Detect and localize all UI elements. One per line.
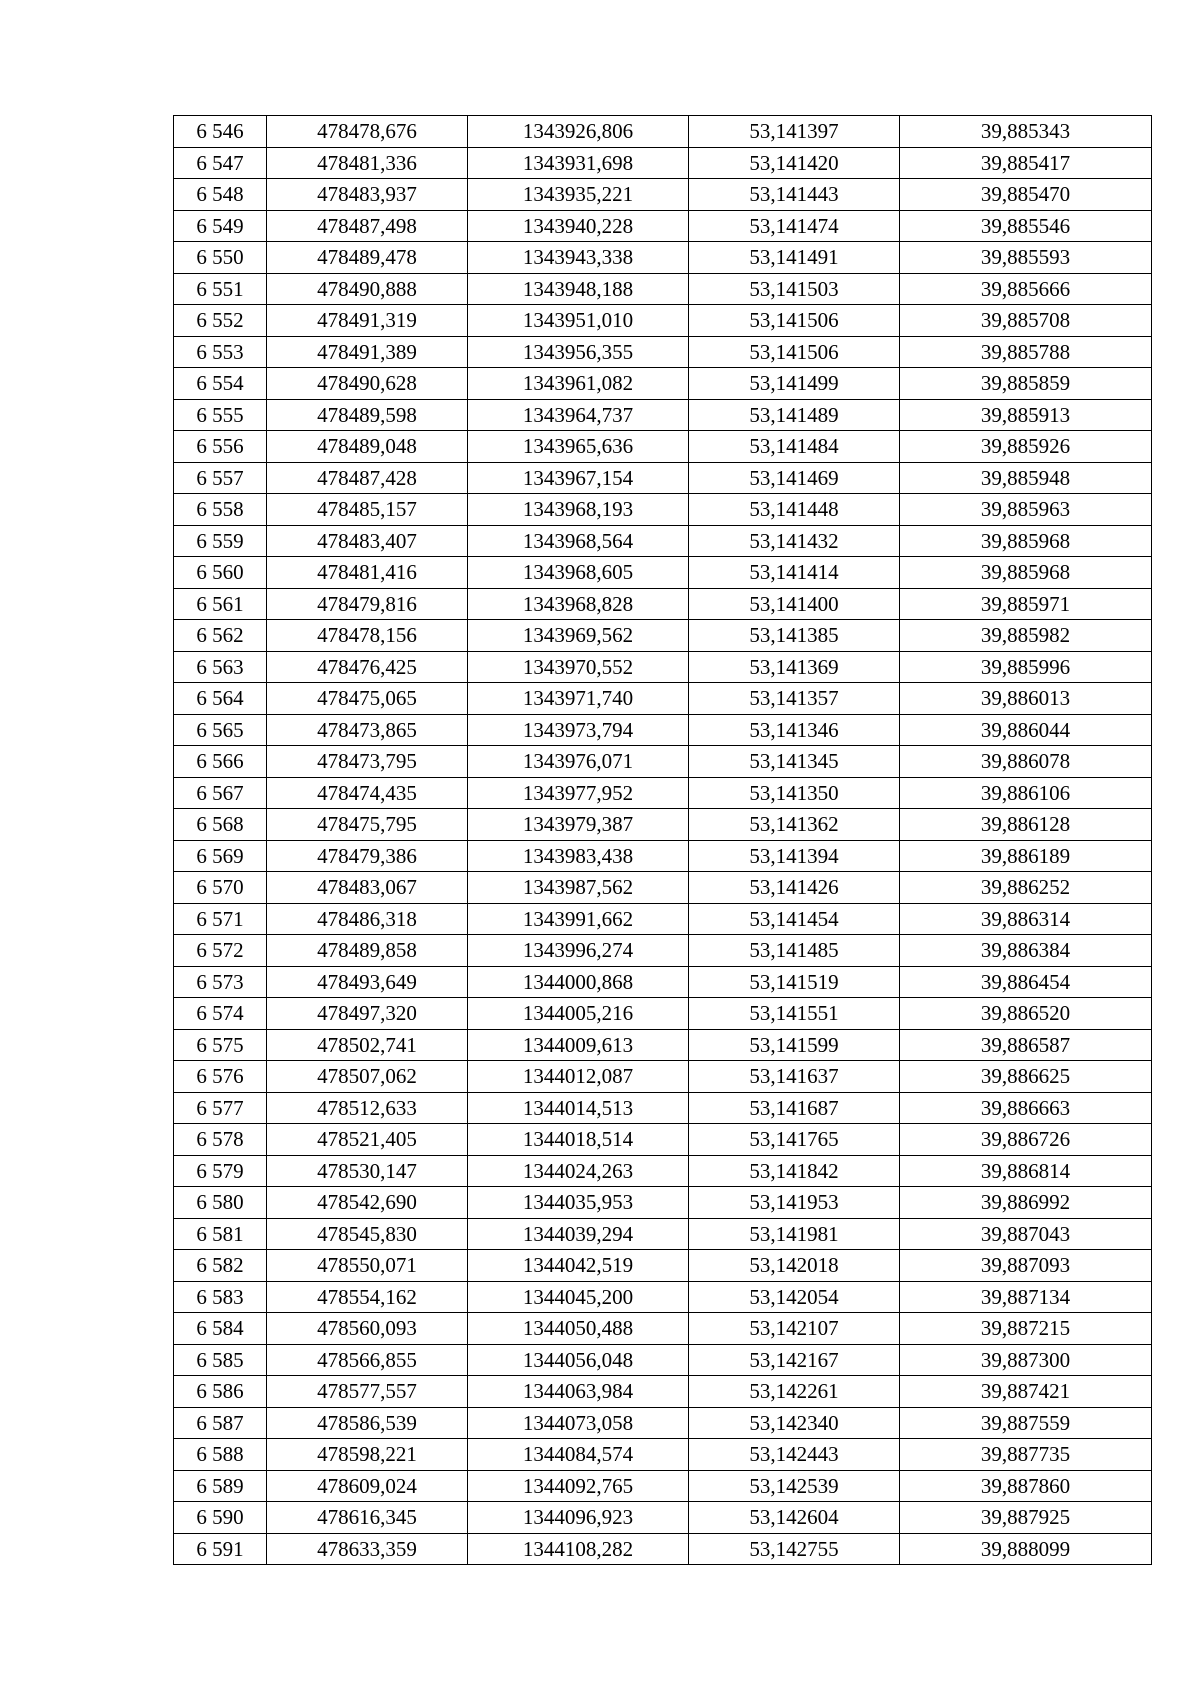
latitude-cell: 53,141362 <box>689 809 900 841</box>
x-coordinate-cell: 478487,428 <box>267 462 468 494</box>
x-coordinate-cell: 478489,858 <box>267 935 468 967</box>
latitude-cell: 53,141484 <box>689 431 900 463</box>
longitude-cell: 39,886013 <box>900 683 1152 715</box>
longitude-cell: 39,885788 <box>900 336 1152 368</box>
table-row <box>174 840 1152 872</box>
table-row <box>174 1313 1152 1345</box>
table-row <box>174 462 1152 494</box>
y-coordinate-cell: 1343971,740 <box>468 683 689 715</box>
longitude-cell: 39,885343 <box>900 116 1152 148</box>
y-coordinate-cell: 1343951,010 <box>468 305 689 337</box>
table-row <box>174 1376 1152 1408</box>
x-coordinate-cell: 478483,937 <box>267 179 468 211</box>
point-number-cell: 6 578 <box>174 1124 267 1156</box>
x-coordinate-cell: 478633,359 <box>267 1533 468 1565</box>
table-row <box>174 651 1152 683</box>
table-row <box>174 1061 1152 1093</box>
y-coordinate-cell: 1343965,636 <box>468 431 689 463</box>
x-coordinate-cell: 478481,416 <box>267 557 468 589</box>
longitude-cell: 39,885913 <box>900 399 1152 431</box>
point-number-cell: 6 557 <box>174 462 267 494</box>
latitude-cell: 53,141981 <box>689 1218 900 1250</box>
y-coordinate-cell: 1343940,228 <box>468 210 689 242</box>
longitude-cell: 39,887134 <box>900 1281 1152 1313</box>
x-coordinate-cell: 478550,071 <box>267 1250 468 1282</box>
y-coordinate-cell: 1343996,274 <box>468 935 689 967</box>
table-row <box>174 1439 1152 1471</box>
y-coordinate-cell: 1343968,828 <box>468 588 689 620</box>
longitude-cell: 39,885971 <box>900 588 1152 620</box>
point-number-cell: 6 572 <box>174 935 267 967</box>
table-row <box>174 368 1152 400</box>
x-coordinate-cell: 478473,865 <box>267 714 468 746</box>
longitude-cell: 39,887559 <box>900 1407 1152 1439</box>
latitude-cell: 53,142755 <box>689 1533 900 1565</box>
point-number-cell: 6 561 <box>174 588 267 620</box>
x-coordinate-cell: 478609,024 <box>267 1470 468 1502</box>
table-row <box>174 1407 1152 1439</box>
latitude-cell: 53,141503 <box>689 273 900 305</box>
latitude-cell: 53,141506 <box>689 305 900 337</box>
longitude-cell: 39,885593 <box>900 242 1152 274</box>
x-coordinate-cell: 478483,067 <box>267 872 468 904</box>
longitude-cell: 39,887215 <box>900 1313 1152 1345</box>
latitude-cell: 53,141454 <box>689 903 900 935</box>
table-row <box>174 179 1152 211</box>
table-row <box>174 273 1152 305</box>
y-coordinate-cell: 1344108,282 <box>468 1533 689 1565</box>
table-row <box>174 1092 1152 1124</box>
longitude-cell: 39,885968 <box>900 525 1152 557</box>
point-number-cell: 6 551 <box>174 273 267 305</box>
table-row <box>174 1502 1152 1534</box>
table-row <box>174 872 1152 904</box>
table-row <box>174 1250 1152 1282</box>
longitude-cell: 39,885948 <box>900 462 1152 494</box>
x-coordinate-cell: 478497,320 <box>267 998 468 1030</box>
point-number-cell: 6 547 <box>174 147 267 179</box>
y-coordinate-cell: 1344014,513 <box>468 1092 689 1124</box>
point-number-cell: 6 573 <box>174 966 267 998</box>
x-coordinate-cell: 478507,062 <box>267 1061 468 1093</box>
longitude-cell: 39,885708 <box>900 305 1152 337</box>
x-coordinate-cell: 478577,557 <box>267 1376 468 1408</box>
y-coordinate-cell: 1343926,806 <box>468 116 689 148</box>
point-number-cell: 6 555 <box>174 399 267 431</box>
point-number-cell: 6 549 <box>174 210 267 242</box>
x-coordinate-cell: 478489,598 <box>267 399 468 431</box>
table-row <box>174 966 1152 998</box>
y-coordinate-cell: 1344039,294 <box>468 1218 689 1250</box>
y-coordinate-cell: 1344035,953 <box>468 1187 689 1219</box>
point-number-cell: 6 577 <box>174 1092 267 1124</box>
table-row <box>174 809 1152 841</box>
latitude-cell: 53,142261 <box>689 1376 900 1408</box>
table-row <box>174 1344 1152 1376</box>
longitude-cell: 39,886128 <box>900 809 1152 841</box>
latitude-cell: 53,141953 <box>689 1187 900 1219</box>
latitude-cell: 53,142443 <box>689 1439 900 1471</box>
point-number-cell: 6 564 <box>174 683 267 715</box>
table-row <box>174 1281 1152 1313</box>
table-row <box>174 525 1152 557</box>
longitude-cell: 39,886520 <box>900 998 1152 1030</box>
y-coordinate-cell: 1343977,952 <box>468 777 689 809</box>
point-number-cell: 6 589 <box>174 1470 267 1502</box>
table-row <box>174 998 1152 1030</box>
latitude-cell: 53,141637 <box>689 1061 900 1093</box>
point-number-cell: 6 580 <box>174 1187 267 1219</box>
latitude-cell: 53,141485 <box>689 935 900 967</box>
latitude-cell: 53,141357 <box>689 683 900 715</box>
table-row <box>174 714 1152 746</box>
latitude-cell: 53,141448 <box>689 494 900 526</box>
y-coordinate-cell: 1344092,765 <box>468 1470 689 1502</box>
latitude-cell: 53,141369 <box>689 651 900 683</box>
point-number-cell: 6 575 <box>174 1029 267 1061</box>
point-number-cell: 6 565 <box>174 714 267 746</box>
table-row <box>174 935 1152 967</box>
longitude-cell: 39,885546 <box>900 210 1152 242</box>
x-coordinate-cell: 478566,855 <box>267 1344 468 1376</box>
latitude-cell: 53,141397 <box>689 116 900 148</box>
y-coordinate-cell: 1343987,562 <box>468 872 689 904</box>
coordinates-table <box>173 115 1152 1565</box>
x-coordinate-cell: 478530,147 <box>267 1155 468 1187</box>
y-coordinate-cell: 1343967,154 <box>468 462 689 494</box>
x-coordinate-cell: 478475,795 <box>267 809 468 841</box>
longitude-cell: 39,887093 <box>900 1250 1152 1282</box>
x-coordinate-cell: 478481,336 <box>267 147 468 179</box>
latitude-cell: 53,142018 <box>689 1250 900 1282</box>
y-coordinate-cell: 1343943,338 <box>468 242 689 274</box>
y-coordinate-cell: 1344042,519 <box>468 1250 689 1282</box>
y-coordinate-cell: 1343956,355 <box>468 336 689 368</box>
x-coordinate-cell: 478490,888 <box>267 273 468 305</box>
y-coordinate-cell: 1344045,200 <box>468 1281 689 1313</box>
table-row <box>174 305 1152 337</box>
longitude-cell: 39,886078 <box>900 746 1152 778</box>
longitude-cell: 39,885963 <box>900 494 1152 526</box>
y-coordinate-cell: 1344096,923 <box>468 1502 689 1534</box>
x-coordinate-cell: 478483,407 <box>267 525 468 557</box>
point-number-cell: 6 587 <box>174 1407 267 1439</box>
point-number-cell: 6 569 <box>174 840 267 872</box>
point-number-cell: 6 588 <box>174 1439 267 1471</box>
x-coordinate-cell: 478616,345 <box>267 1502 468 1534</box>
point-number-cell: 6 568 <box>174 809 267 841</box>
table-row <box>174 116 1152 148</box>
y-coordinate-cell: 1344009,613 <box>468 1029 689 1061</box>
longitude-cell: 39,887421 <box>900 1376 1152 1408</box>
x-coordinate-cell: 478485,157 <box>267 494 468 526</box>
longitude-cell: 39,885968 <box>900 557 1152 589</box>
point-number-cell: 6 581 <box>174 1218 267 1250</box>
latitude-cell: 53,141519 <box>689 966 900 998</box>
longitude-cell: 39,888099 <box>900 1533 1152 1565</box>
longitude-cell: 39,885470 <box>900 179 1152 211</box>
longitude-cell: 39,885996 <box>900 651 1152 683</box>
longitude-cell: 39,887043 <box>900 1218 1152 1250</box>
latitude-cell: 53,141345 <box>689 746 900 778</box>
table-row <box>174 494 1152 526</box>
latitude-cell: 53,142539 <box>689 1470 900 1502</box>
latitude-cell: 53,141350 <box>689 777 900 809</box>
longitude-cell: 39,886189 <box>900 840 1152 872</box>
table-row <box>174 210 1152 242</box>
latitude-cell: 53,141551 <box>689 998 900 1030</box>
latitude-cell: 53,142054 <box>689 1281 900 1313</box>
x-coordinate-cell: 478490,628 <box>267 368 468 400</box>
table-row <box>174 588 1152 620</box>
point-number-cell: 6 553 <box>174 336 267 368</box>
longitude-cell: 39,887300 <box>900 1344 1152 1376</box>
longitude-cell: 39,885417 <box>900 147 1152 179</box>
y-coordinate-cell: 1343970,552 <box>468 651 689 683</box>
x-coordinate-cell: 478493,649 <box>267 966 468 998</box>
point-number-cell: 6 585 <box>174 1344 267 1376</box>
latitude-cell: 53,141426 <box>689 872 900 904</box>
table-row <box>174 620 1152 652</box>
longitude-cell: 39,885982 <box>900 620 1152 652</box>
table-row <box>174 336 1152 368</box>
x-coordinate-cell: 478512,633 <box>267 1092 468 1124</box>
y-coordinate-cell: 1344084,574 <box>468 1439 689 1471</box>
longitude-cell: 39,887735 <box>900 1439 1152 1471</box>
point-number-cell: 6 560 <box>174 557 267 589</box>
latitude-cell: 53,142340 <box>689 1407 900 1439</box>
longitude-cell: 39,887860 <box>900 1470 1152 1502</box>
x-coordinate-cell: 478474,435 <box>267 777 468 809</box>
table-row <box>174 1470 1152 1502</box>
latitude-cell: 53,141469 <box>689 462 900 494</box>
point-number-cell: 6 570 <box>174 872 267 904</box>
x-coordinate-cell: 478554,162 <box>267 1281 468 1313</box>
y-coordinate-cell: 1343976,071 <box>468 746 689 778</box>
longitude-cell: 39,886106 <box>900 777 1152 809</box>
table-row <box>174 431 1152 463</box>
x-coordinate-cell: 478487,498 <box>267 210 468 242</box>
latitude-cell: 53,141385 <box>689 620 900 652</box>
y-coordinate-cell: 1344063,984 <box>468 1376 689 1408</box>
table-row <box>174 777 1152 809</box>
point-number-cell: 6 583 <box>174 1281 267 1313</box>
x-coordinate-cell: 478479,386 <box>267 840 468 872</box>
y-coordinate-cell: 1343968,605 <box>468 557 689 589</box>
table-row <box>174 1124 1152 1156</box>
y-coordinate-cell: 1344073,058 <box>468 1407 689 1439</box>
latitude-cell: 53,141474 <box>689 210 900 242</box>
latitude-cell: 53,141400 <box>689 588 900 620</box>
y-coordinate-cell: 1343935,221 <box>468 179 689 211</box>
point-number-cell: 6 546 <box>174 116 267 148</box>
longitude-cell: 39,886314 <box>900 903 1152 935</box>
longitude-cell: 39,885859 <box>900 368 1152 400</box>
point-number-cell: 6 552 <box>174 305 267 337</box>
point-number-cell: 6 548 <box>174 179 267 211</box>
point-number-cell: 6 566 <box>174 746 267 778</box>
x-coordinate-cell: 478491,389 <box>267 336 468 368</box>
x-coordinate-cell: 478542,690 <box>267 1187 468 1219</box>
x-coordinate-cell: 478489,048 <box>267 431 468 463</box>
latitude-cell: 53,141414 <box>689 557 900 589</box>
point-number-cell: 6 582 <box>174 1250 267 1282</box>
longitude-cell: 39,886814 <box>900 1155 1152 1187</box>
latitude-cell: 53,142167 <box>689 1344 900 1376</box>
point-number-cell: 6 586 <box>174 1376 267 1408</box>
latitude-cell: 53,142604 <box>689 1502 900 1534</box>
point-number-cell: 6 584 <box>174 1313 267 1345</box>
latitude-cell: 53,141842 <box>689 1155 900 1187</box>
table-row <box>174 1187 1152 1219</box>
point-number-cell: 6 559 <box>174 525 267 557</box>
y-coordinate-cell: 1343991,662 <box>468 903 689 935</box>
point-number-cell: 6 554 <box>174 368 267 400</box>
x-coordinate-cell: 478598,221 <box>267 1439 468 1471</box>
y-coordinate-cell: 1344024,263 <box>468 1155 689 1187</box>
point-number-cell: 6 571 <box>174 903 267 935</box>
y-coordinate-cell: 1344018,514 <box>468 1124 689 1156</box>
latitude-cell: 53,141346 <box>689 714 900 746</box>
latitude-cell: 53,141506 <box>689 336 900 368</box>
table-row <box>174 746 1152 778</box>
y-coordinate-cell: 1344005,216 <box>468 998 689 1030</box>
longitude-cell: 39,886625 <box>900 1061 1152 1093</box>
table-row <box>174 903 1152 935</box>
longitude-cell: 39,885926 <box>900 431 1152 463</box>
y-coordinate-cell: 1343969,562 <box>468 620 689 652</box>
point-number-cell: 6 590 <box>174 1502 267 1534</box>
x-coordinate-cell: 478491,319 <box>267 305 468 337</box>
table-row <box>174 557 1152 589</box>
longitude-cell: 39,886044 <box>900 714 1152 746</box>
latitude-cell: 53,141432 <box>689 525 900 557</box>
point-number-cell: 6 558 <box>174 494 267 526</box>
table-row <box>174 683 1152 715</box>
latitude-cell: 53,141443 <box>689 179 900 211</box>
x-coordinate-cell: 478545,830 <box>267 1218 468 1250</box>
point-number-cell: 6 550 <box>174 242 267 274</box>
latitude-cell: 53,142107 <box>689 1313 900 1345</box>
y-coordinate-cell: 1344012,087 <box>468 1061 689 1093</box>
longitude-cell: 39,886726 <box>900 1124 1152 1156</box>
latitude-cell: 53,141499 <box>689 368 900 400</box>
table-row <box>174 1218 1152 1250</box>
x-coordinate-cell: 478560,093 <box>267 1313 468 1345</box>
latitude-cell: 53,141599 <box>689 1029 900 1061</box>
x-coordinate-cell: 478486,318 <box>267 903 468 935</box>
point-number-cell: 6 576 <box>174 1061 267 1093</box>
longitude-cell: 39,886454 <box>900 966 1152 998</box>
point-number-cell: 6 562 <box>174 620 267 652</box>
y-coordinate-cell: 1343931,698 <box>468 147 689 179</box>
point-number-cell: 6 574 <box>174 998 267 1030</box>
latitude-cell: 53,141394 <box>689 840 900 872</box>
latitude-cell: 53,141420 <box>689 147 900 179</box>
point-number-cell: 6 579 <box>174 1155 267 1187</box>
latitude-cell: 53,141687 <box>689 1092 900 1124</box>
longitude-cell: 39,886587 <box>900 1029 1152 1061</box>
y-coordinate-cell: 1343973,794 <box>468 714 689 746</box>
latitude-cell: 53,141491 <box>689 242 900 274</box>
point-number-cell: 6 563 <box>174 651 267 683</box>
point-number-cell: 6 567 <box>174 777 267 809</box>
table-row <box>174 1533 1152 1565</box>
x-coordinate-cell: 478476,425 <box>267 651 468 683</box>
table-row <box>174 1029 1152 1061</box>
table-row <box>174 242 1152 274</box>
x-coordinate-cell: 478521,405 <box>267 1124 468 1156</box>
y-coordinate-cell: 1343948,188 <box>468 273 689 305</box>
point-number-cell: 6 556 <box>174 431 267 463</box>
x-coordinate-cell: 478478,156 <box>267 620 468 652</box>
x-coordinate-cell: 478586,539 <box>267 1407 468 1439</box>
table-row <box>174 399 1152 431</box>
y-coordinate-cell: 1344000,868 <box>468 966 689 998</box>
point-number-cell: 6 591 <box>174 1533 267 1565</box>
x-coordinate-cell: 478475,065 <box>267 683 468 715</box>
y-coordinate-cell: 1344050,488 <box>468 1313 689 1345</box>
y-coordinate-cell: 1343983,438 <box>468 840 689 872</box>
y-coordinate-cell: 1343964,737 <box>468 399 689 431</box>
x-coordinate-cell: 478479,816 <box>267 588 468 620</box>
table-row <box>174 1155 1152 1187</box>
longitude-cell: 39,885666 <box>900 273 1152 305</box>
x-coordinate-cell: 478478,676 <box>267 116 468 148</box>
longitude-cell: 39,886663 <box>900 1092 1152 1124</box>
y-coordinate-cell: 1344056,048 <box>468 1344 689 1376</box>
x-coordinate-cell: 478489,478 <box>267 242 468 274</box>
longitude-cell: 39,886992 <box>900 1187 1152 1219</box>
y-coordinate-cell: 1343961,082 <box>468 368 689 400</box>
x-coordinate-cell: 478473,795 <box>267 746 468 778</box>
y-coordinate-cell: 1343968,564 <box>468 525 689 557</box>
latitude-cell: 53,141765 <box>689 1124 900 1156</box>
coordinates-table-body <box>174 116 1152 1565</box>
longitude-cell: 39,886384 <box>900 935 1152 967</box>
longitude-cell: 39,887925 <box>900 1502 1152 1534</box>
x-coordinate-cell: 478502,741 <box>267 1029 468 1061</box>
longitude-cell: 39,886252 <box>900 872 1152 904</box>
latitude-cell: 53,141489 <box>689 399 900 431</box>
table-row <box>174 147 1152 179</box>
y-coordinate-cell: 1343979,387 <box>468 809 689 841</box>
y-coordinate-cell: 1343968,193 <box>468 494 689 526</box>
